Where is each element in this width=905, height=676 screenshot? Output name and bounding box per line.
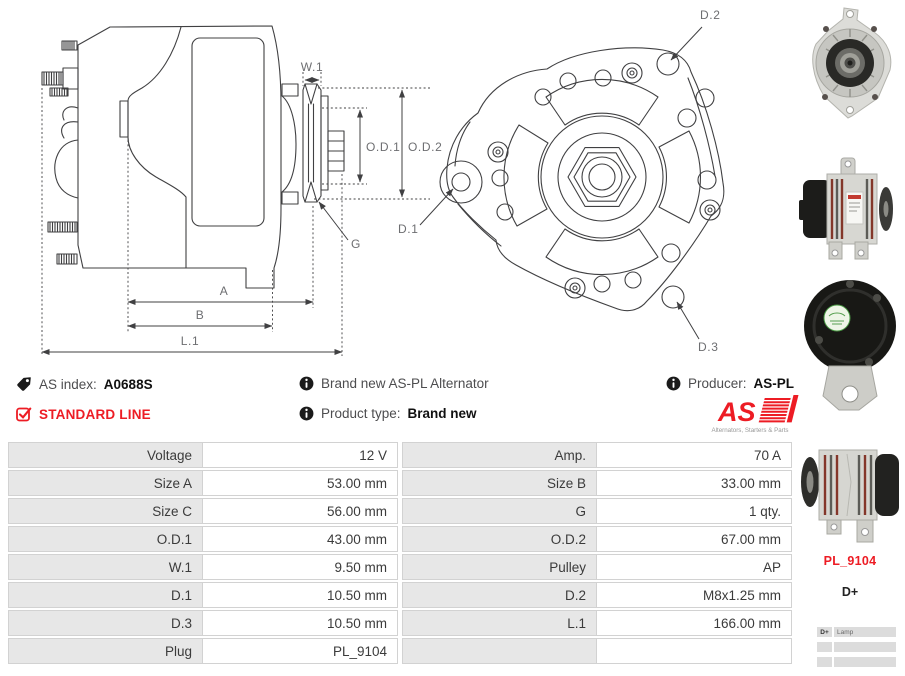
producer-label: Producer: xyxy=(688,376,747,391)
spec-label: D.2 xyxy=(402,582,597,608)
spec-value: 56.00 mm xyxy=(202,498,398,524)
legend-term xyxy=(817,642,832,652)
spec-value: AP xyxy=(596,554,792,580)
legend-term xyxy=(817,657,832,667)
spec-value: 33.00 mm xyxy=(596,470,792,496)
dim-label-a: A xyxy=(219,284,229,298)
bolt-holes xyxy=(488,53,720,308)
spec-table xyxy=(8,442,792,666)
product-type-info xyxy=(299,406,477,421)
spec-label: Pulley xyxy=(402,554,597,580)
standard-line-label: STANDARD LINE xyxy=(39,406,151,422)
legend-desc xyxy=(834,642,896,652)
spec-value: 67.00 mm xyxy=(596,526,792,552)
spec-label: O.D.1 xyxy=(8,526,203,552)
dim-label-od2: O.D.2 xyxy=(408,140,443,154)
tag-icon xyxy=(16,376,32,392)
spec-value: 43.00 mm xyxy=(202,526,398,552)
spec-label xyxy=(402,638,597,664)
legend-row xyxy=(817,657,896,667)
terminal-label: D+ xyxy=(841,585,859,599)
brand-new-info xyxy=(299,376,489,391)
producer-value: AS-PL xyxy=(753,376,795,391)
table-row xyxy=(8,610,792,636)
table-row xyxy=(8,442,792,468)
technical-drawing xyxy=(0,0,790,370)
product-photo-rear xyxy=(797,270,903,417)
dim-label-g: G xyxy=(351,237,361,251)
as-pl-logo xyxy=(698,393,802,435)
table-row xyxy=(8,582,792,608)
legend-row xyxy=(817,627,896,637)
spec-label: D.1 xyxy=(8,582,203,608)
table-row xyxy=(8,554,792,580)
spec-label: D.3 xyxy=(8,610,203,636)
spec-value: 53.00 mm xyxy=(202,470,398,496)
dim-label-d2: D.2 xyxy=(700,8,721,22)
spec-value: 12 V xyxy=(202,442,398,468)
legend-desc: Lamp xyxy=(834,627,896,637)
info-icon xyxy=(299,406,314,421)
brand-new-text: Brand new AS-PL Alternator xyxy=(321,376,489,391)
dimension-lines xyxy=(42,60,453,356)
info-icon xyxy=(666,376,681,391)
legend-desc xyxy=(834,657,896,667)
standard-line-badge xyxy=(16,406,151,422)
product-type-value: Brand new xyxy=(407,406,477,421)
front-view-drawing xyxy=(440,8,724,354)
dim-label-b: B xyxy=(195,308,205,322)
spec-label: G xyxy=(402,498,597,524)
spec-value: 10.50 mm xyxy=(202,610,398,636)
spec-value: PL_9104 xyxy=(202,638,398,664)
product-photo-side-right xyxy=(797,150,903,268)
as-index-value: A0688S xyxy=(103,376,153,392)
info-icon xyxy=(299,376,314,391)
spec-value: 166.00 mm xyxy=(596,610,792,636)
spec-value: 70 A xyxy=(596,442,792,468)
dim-label-od1: O.D.1 xyxy=(366,140,401,154)
spec-label: W.1 xyxy=(8,554,203,580)
spec-label: L.1 xyxy=(402,610,597,636)
product-photo-front xyxy=(798,4,902,122)
spec-value: M8x1.25 mm xyxy=(596,582,792,608)
as-index-label: AS index: xyxy=(39,376,97,392)
dim-label-l1: L.1 xyxy=(180,334,200,348)
plug-code: PL_9104 xyxy=(823,554,877,568)
spec-label: O.D.2 xyxy=(402,526,597,552)
spec-label: Amp. xyxy=(402,442,597,468)
table-row xyxy=(8,498,792,524)
side-view-drawing xyxy=(42,26,344,288)
dim-label-d1: D.1 xyxy=(398,222,419,236)
spec-value: 1 qty. xyxy=(596,498,792,524)
spec-value: 9.50 mm xyxy=(202,554,398,580)
product-photo-side-left xyxy=(797,424,903,548)
legend-term: D+ xyxy=(817,627,832,637)
logo-text: AS xyxy=(718,397,756,427)
table-row xyxy=(8,470,792,496)
table-row xyxy=(8,526,792,552)
spec-label: Plug xyxy=(8,638,203,664)
table-row xyxy=(8,638,792,664)
mounting-studs xyxy=(42,41,78,264)
dim-label-d3: D.3 xyxy=(698,340,719,354)
checkbox-checked-icon xyxy=(16,406,32,422)
spec-label: Size A xyxy=(8,470,203,496)
dim-label-w1: W.1 xyxy=(300,60,324,74)
spec-label: Size B xyxy=(402,470,597,496)
producer-info xyxy=(666,376,794,391)
as-index xyxy=(16,376,153,392)
spec-label: Voltage xyxy=(8,442,203,468)
spec-value xyxy=(596,638,792,664)
logo-caption: Alternators, Starters & Parts xyxy=(711,427,789,434)
terminal-legend xyxy=(817,627,896,672)
spec-label: Size C xyxy=(8,498,203,524)
spec-value: 10.50 mm xyxy=(202,582,398,608)
product-type-label: Product type: xyxy=(321,406,401,421)
legend-row xyxy=(817,642,896,652)
